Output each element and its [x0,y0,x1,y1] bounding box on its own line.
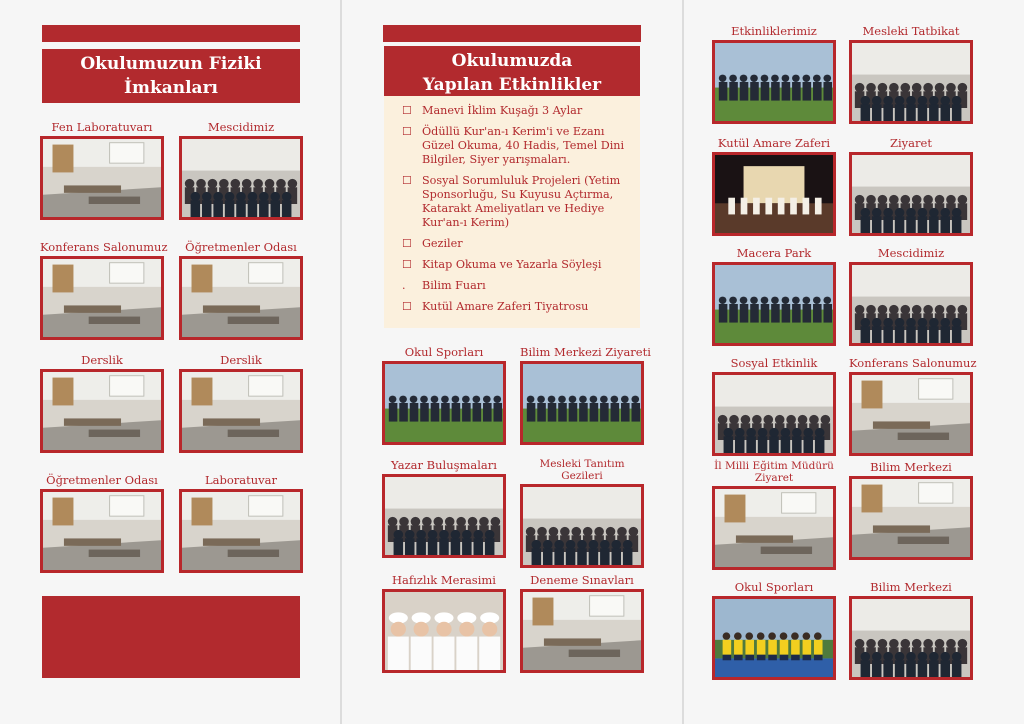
photo [179,489,303,573]
photo-card [849,246,973,346]
photo [712,372,836,456]
photo-card [179,473,303,573]
activity-text: Bilim Fuarı [422,279,486,292]
activity-item [396,279,632,293]
checkbox-bullet-icon: ☐ [402,125,412,138]
facilities-title-text: Okulumuzun Fiziki İmkanları [80,54,262,98]
activity-item [396,125,632,167]
photo [712,40,836,124]
facilities-title [42,49,300,103]
photo [849,40,973,124]
activity-item [396,237,632,251]
photo [849,476,973,560]
decor-bar [383,25,641,42]
photo-caption: Derslik [81,353,123,367]
photo [382,361,506,445]
photo-caption: Konferans Salonumuz [849,356,977,370]
checkbox-bullet-icon: ☐ [402,104,412,117]
activity-text: Kutül Amare Zaferi Tiyatrosu [422,300,589,313]
photo-caption: Ziyaret [890,136,932,150]
photo-card [520,345,651,445]
photo [179,369,303,453]
photo-card [179,120,303,220]
checkbox-bullet-icon: ☐ [402,237,412,250]
photo-card [40,353,164,453]
activity-text: Kitap Okuma ve Yazarla Söyleşi [422,258,602,271]
photo-caption: Fen Laboratuvarı [51,120,153,134]
photo-card [712,24,836,124]
photo [849,372,973,456]
activity-item [396,104,632,118]
photo [849,262,973,346]
photo-caption: Okul Sporları [404,345,484,359]
activity-item [396,258,632,272]
photo-card [520,458,644,568]
photo-caption: Laboratuvar [204,473,277,487]
photo-caption: Bilim Merkezi [870,580,952,594]
photo-card [712,460,836,570]
photo-caption: Etkinliklerimiz [731,24,817,38]
photo-card [712,356,836,456]
photo [712,262,836,346]
photo-caption: Konferans Salonumuz [40,240,168,254]
photo-card [179,353,303,453]
photo [382,474,506,558]
photo [849,596,973,680]
checkbox-bullet-icon: . [402,279,406,292]
photo [520,361,644,445]
photo-card [40,473,164,573]
photo-caption: Mescidimiz [207,120,275,134]
photo-caption: Mesleki Tatbikat [862,24,960,38]
photo-caption: Okul Sporları [734,580,814,594]
photo-caption: Öğretmenler Odası [185,240,297,254]
photo [179,256,303,340]
photo-caption: Derslik [220,353,262,367]
decor-block [42,596,300,678]
checkbox-bullet-icon: ☐ [402,300,412,313]
photo-card [849,356,977,456]
photo [179,136,303,220]
photo-caption: Bilim Merkezi [870,460,952,474]
photo-card [179,240,303,340]
photo [849,152,973,236]
photo-card [382,458,506,558]
activity-text: Sosyal Sorumluluk Projeleri (Yetim Sponsorluğu, Su Kuyusu Açtırma, Katarakt Ameliyatları ve Hediye Kur'an-ı Kerim) [422,174,621,229]
photo-caption: Macera Park [736,246,812,260]
photo-card [382,345,506,445]
photo-caption: Mesleki Tanıtım Gezileri [539,458,625,482]
activities-title-text: Okulumuzda Yapılan Etkinlikler [422,51,602,95]
photo-caption: Yazar Buluşmaları [391,458,497,472]
activities-title [384,46,640,100]
activities-list [384,96,640,328]
activity-text: Geziler [422,237,463,250]
photo [520,484,644,568]
photo-card [40,240,168,340]
photo-caption: Deneme Sınavları [530,573,634,587]
photo [712,596,836,680]
photo-caption: İl Milli Eğitim Müdürü Ziyaret [714,460,834,484]
photo-caption: Sosyal Etkinlik [730,356,818,370]
photo [40,136,164,220]
photo-caption: Öğretmenler Odası [46,473,158,487]
activity-text: Manevi İklim Kuşağı 3 Aylar [422,104,583,117]
photo-caption: Kutül Amare Zaferi [717,136,831,150]
activity-item [396,300,632,314]
decor-bar [42,25,300,42]
activity-item [396,174,632,230]
photo-card [712,136,836,236]
photo [40,369,164,453]
photo-caption: Bilim Merkezi Ziyareti [520,345,651,359]
photo-card [849,136,973,236]
photo-caption: Hafızlık Merasimi [392,573,496,587]
photo-card [712,246,836,346]
photo [40,489,164,573]
photo-card [520,573,644,673]
photo-card [849,460,973,560]
photo-card [40,120,164,220]
photo-card [849,580,973,680]
photo [40,256,164,340]
checkbox-bullet-icon: ☐ [402,174,412,187]
photo [382,589,506,673]
activity-text: Ödüllü Kur'an-ı Kerim'i ve Ezanı Güzel Okuma, 40 Hadis, Temel Dini Bilgiler, Siyer yarışmaları. [422,125,625,166]
photo [712,152,836,236]
photo [520,589,644,673]
photo-card [849,24,973,124]
photo [712,486,836,570]
checkbox-bullet-icon: ☐ [402,258,412,271]
photo-card [712,580,836,680]
photo-card [382,573,506,673]
photo-caption: Mescidimiz [877,246,945,260]
